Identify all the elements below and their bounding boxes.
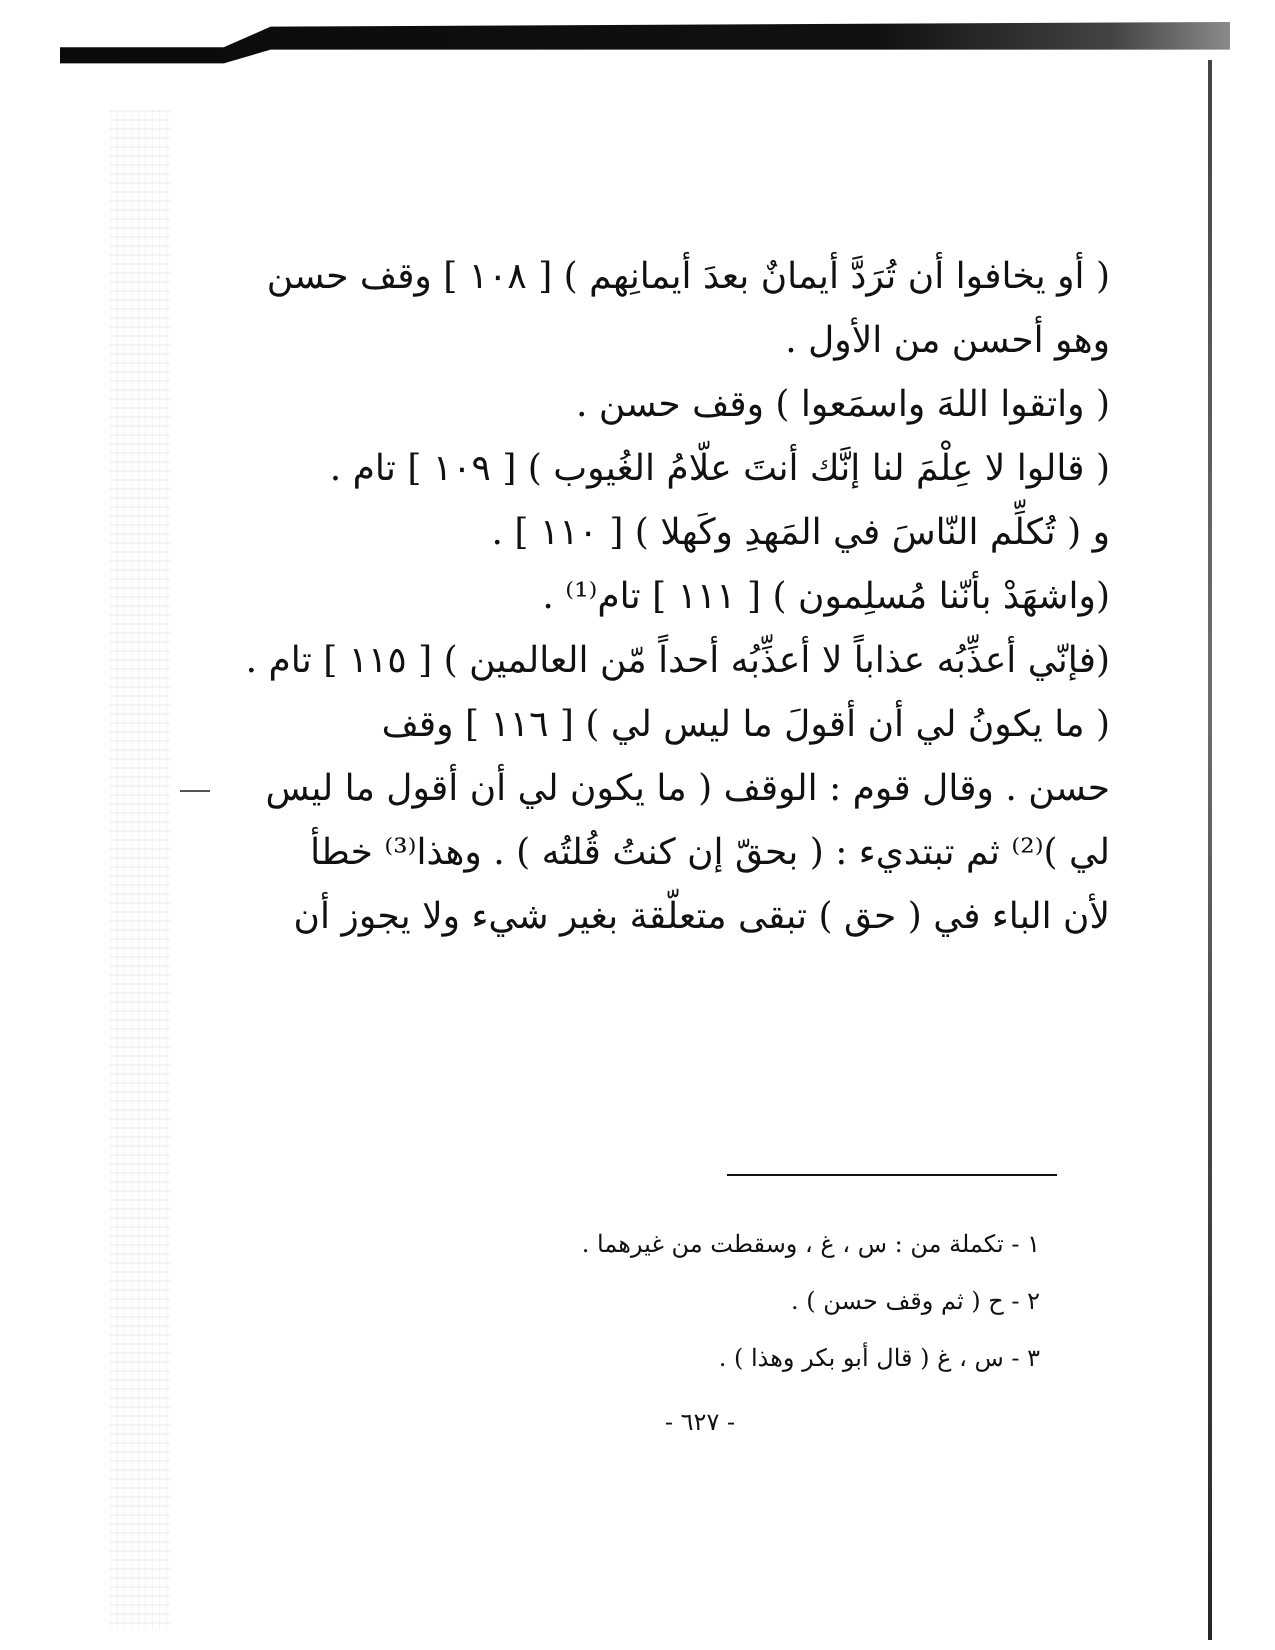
scan-margin-mark bbox=[180, 790, 210, 792]
text-line: ( قالوا لا عِلْمَ لنا إنَّك أنتَ علّامُ الغُيوب ) [ ١٠٩ ] تام . bbox=[329, 448, 1110, 489]
text-line: (فإنّي أعذِّبُه عذاباً لا أعذِّبُه أحداً مّن العالمين ) [ ١١٥ ] تام . bbox=[245, 640, 1110, 681]
footnotes bbox=[520, 1216, 1040, 1387]
text-line: وهو أحسن من الأول . bbox=[785, 320, 1110, 361]
text-line: (واشهَدْ بأنّنا مُسلِمون ) [ ١١١ ] تام⁽¹⁾ . bbox=[542, 576, 1110, 617]
text-line: و ( تُكلِّم النّاسَ في المَهدِ وكَهلا ) [ ١١٠ ] . bbox=[491, 512, 1110, 553]
text-line: ( واتقوا اللهَ واسمَعوا ) وقف حسن . bbox=[575, 384, 1110, 425]
page-number: - ٦٢٧ - bbox=[664, 1408, 736, 1436]
footnote-separator bbox=[727, 1174, 1057, 1176]
main-text bbox=[245, 245, 1110, 949]
text-line: لي )⁽²⁾ ثم تبتديء : ( بحقّ إن كنتُ قُلتُه ) . وهذا⁽³⁾ خطأ bbox=[310, 832, 1110, 873]
scan-margin-noise bbox=[110, 110, 170, 1630]
footnote: ١ - تكملة من : س ، غ ، وسقطت من غيرهما . bbox=[581, 1230, 1040, 1258]
scan-binding-edge bbox=[1208, 60, 1212, 1640]
footnote: ٢ - ح ( ثم وقف حسن ) . bbox=[791, 1287, 1040, 1315]
text-line: ( أو يخافوا أن تُرَدَّ أيمانٌ بعدَ أيمانِهم ) [ ١٠٨ ] وقف حسن bbox=[266, 256, 1110, 297]
scan-top-border bbox=[60, 22, 1230, 68]
footnote: ٣ - س ، غ ( قال أبو بكر وهذا ) . bbox=[718, 1344, 1040, 1372]
text-line: حسن . وقال قوم : الوقف ( ما يكون لي أن أقول ما ليس bbox=[265, 768, 1110, 809]
text-line: لأن الباء في ( حق ) تبقى متعلّقة بغير شيء ولا يجوز أن bbox=[293, 896, 1110, 937]
text-line: ( ما يكونُ لي أن أقولَ ما ليس لي ) [ ١١٦ ] وقف bbox=[381, 704, 1110, 745]
